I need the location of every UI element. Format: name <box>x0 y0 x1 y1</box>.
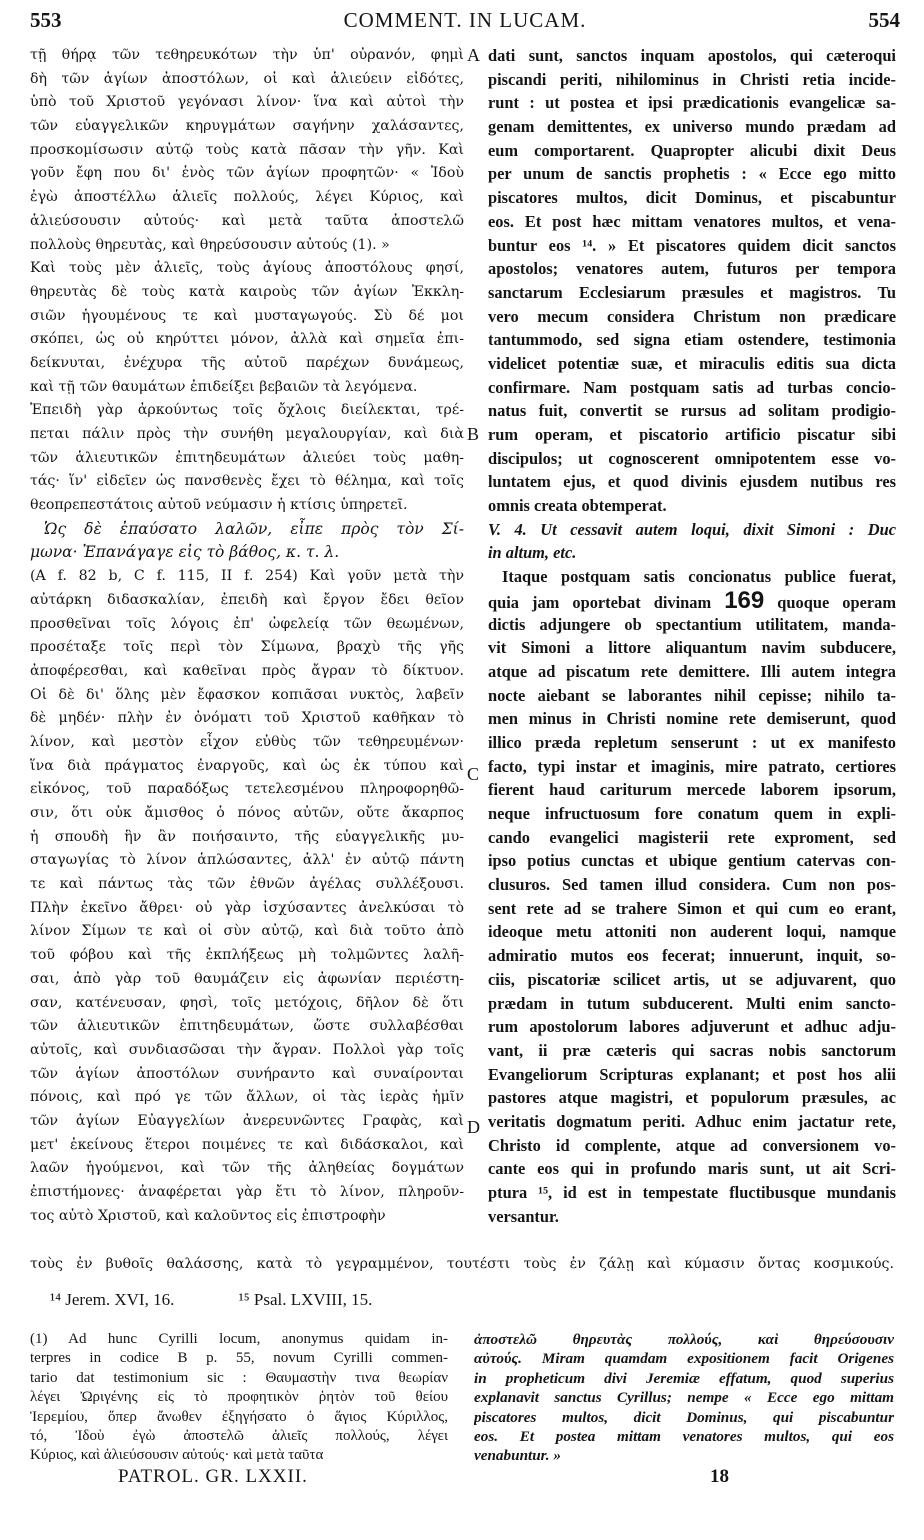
latin-text-line: vit Simoni a littore aliquantum navim subducere, <box>488 638 896 658</box>
greek-text-line: πόνοις, καὶ πρό γε τῶν ἄλλων, οἱ τὰς ἱερὰς ἡμῖν <box>30 1089 464 1106</box>
footnote-right-line: eos. Et postea mittam venatores multos, qui eos <box>474 1427 894 1445</box>
latin-column <box>488 44 896 1228</box>
footnote-right-line: in propheticum divi Jeremiæ effatum, quod superius <box>474 1369 894 1387</box>
greek-text-line: τῶν ἁλιευτικῶν ἐπιτηδευμάτων, ὥστε συλλαβέσθαι <box>30 1018 464 1035</box>
greek-text-line: τε καὶ πάντως τὰς τῶν ἐθνῶν ἀγέλας συλλέξουσι. <box>30 876 464 893</box>
margin-letter-a: A <box>467 45 480 65</box>
latin-text-line: luntatem ejus, et quod divinis ejusdem nutibus res <box>488 472 896 492</box>
latin-text-line: ptura ¹⁵, id est in tempestate fluctibusque mundanis <box>488 1183 896 1202</box>
latin-text-line: pastores atque magistri, et populorum præsules, ac <box>488 1088 896 1108</box>
latin-text-line: neque infructuosum fore conatum quem in expli- <box>488 804 896 823</box>
latin-text-fragment: quoque operam <box>777 592 896 612</box>
footnote-right-line: piscatores multos, dicit Dominus, qui piscabuntur <box>474 1408 894 1426</box>
latin-text-line: ideoque metu attoniti non auderent loqui, namque <box>488 922 896 942</box>
latin-text-line: per unum de sanctis prophetis : « Ecce ego mitto <box>488 164 896 184</box>
greek-text-line: εἰκόνος, τοῦ παραδόξως τετελεσμένου πληροφορηθῶ- <box>30 781 464 798</box>
latin-text-line: sanctarum Ecclesiarum præsules et magistros. Tu <box>488 282 896 302</box>
greek-text-line: λίνον Σίμων τε καὶ οἱ σὺν αὐτῷ, καὶ διὰ τοῦτο ἀπὸ <box>30 923 464 940</box>
footnote-left-line: terpres in codice B p. 55, novum Cyrilli commen- <box>30 1350 448 1367</box>
greek-text-line: προσέταξε τοῖς περὶ τὸν Σίμωνα, βραχὺ τῆς γῆς <box>30 639 464 656</box>
margin-letter-c: C <box>467 764 480 784</box>
greek-text-line: δὲ μηδέν· πλὴν ἐν ὀνόματι τοῦ Χριστοῦ καθῆκαν τὸ <box>30 710 464 727</box>
footnote-right-line: venabuntur. » <box>474 1447 561 1465</box>
scripture-references <box>50 1290 870 1310</box>
greek-column <box>30 44 464 1228</box>
latin-text-line: sent rete ad se trahere Simon et qui cum eo erant, <box>488 898 896 918</box>
greek-text-line: τῇ θήρᾳ τῶν τεθηρευκότων τὴν ὑπ' οὐρανόν, φημὶ <box>30 47 464 63</box>
latin-text-line: fierent haud cariturum mercede laborem ipsorum, <box>488 780 896 800</box>
greek-text-line: Ὡς δὲ ἐπαύσατο λαλῶν, εἶπε πρὸς τὸν Σί- <box>44 519 464 538</box>
latin-text-line: cando evangelici magisterii rete exproment, sed <box>488 827 896 847</box>
column-number-marker: 169 <box>724 588 765 613</box>
latin-text-line <box>488 589 896 613</box>
greek-text-line: λαῶν ἡγούμενοι, καὶ τῶν τῆς ἀληθείας δογμάτων <box>30 1160 464 1177</box>
latin-text-line: Itaque postquam satis concionatus publice fuerat, <box>502 567 896 587</box>
greek-text-line: Οἱ δὲ δι' ὅλης μὲν ἔφασκον κοπιᾶσαι νυκτὸς, λαβεῖν <box>30 686 464 703</box>
latin-text-line: atque ad piscatum rete demittere. Illi autem integra <box>488 661 896 681</box>
latin-text-line: Christo id complente, atque ad conversionem vo- <box>488 1135 896 1155</box>
latin-text-line: Evangeliorum Scripturas explanant; et post hos alii <box>488 1064 896 1084</box>
latin-text-line: admiratio mutos eos fecerat; innuerunt, inquit, so- <box>488 946 896 966</box>
margin-letter-b: B <box>467 424 480 444</box>
latin-text-line: men minus in Christi nomine rete demiserunt, quod <box>488 709 896 729</box>
greek-text-line: προσθεῖναι τοῖς λόγοις ἐπ' ὠφελείᾳ τῶν θεωμένων, <box>30 615 464 632</box>
latin-text-line: dictis adjungere ob spectantium utilitatem, manda- <box>488 614 896 634</box>
latin-text-line: eum comportarent. Quapropter alicubi dixit Deus <box>488 140 896 160</box>
footnote-left-line: tario dat testimonium sic : Θαυμαστὴν τινα θεωρίαν <box>30 1369 448 1386</box>
greek-text-line: τῶν εὐαγγελικῶν κηρυγμάτων σαγήνην χαλάσαντες, <box>30 118 464 135</box>
reference-jeremiah: ¹⁴ Jerem. XVI, 16. <box>50 1290 175 1309</box>
greek-text-line: τοῦ φόβου καὶ τῆς ἐκπλήξεως μὴ τολμῶντες λαλῆ- <box>30 947 464 964</box>
greek-text-line: προσκομίσωσιν αὐτῷ τοὺς κατὰ πᾶσαν τὴν γῆν. Καὶ <box>30 141 464 158</box>
latin-text-line: ipso potius cunctas et ubique gentium catervas con- <box>488 851 896 871</box>
latin-text-line: rum apostolorum labores adjuverunt et adhuc adju- <box>488 1017 896 1037</box>
footer-signature-number: 18 <box>710 1466 729 1487</box>
latin-text-line: V. 4. Ut cessavit autem loqui, dixit Simoni : Duc <box>488 519 896 539</box>
latin-text-line: dati sunt, sanctos inquam apostolos, qui cæteroqui <box>488 46 896 65</box>
greek-text-line: ἵνα διὰ πράγματος ἐναργοῦς, καὶ ὡς ἐκ τύπου καὶ <box>30 757 464 774</box>
footnote-left-line: (1) Ad hunc Cyrilli locum, anonymus quidam in- <box>30 1331 448 1347</box>
greek-text-line: Πλὴν ἐκεῖνο ἄθρει· οὐ γὰρ ἰσχύσαντες ἀνελκύσαι τὸ <box>30 899 464 916</box>
greek-text-line: σαι, ἀπὸ γὰρ τοῦ θαυμάζειν εἰς ἀφωνίαν περιέστη- <box>30 970 464 987</box>
latin-text-line: buntur eos ¹⁴. » Et piscatores quidem dicit sanctos <box>488 235 896 255</box>
latin-text-line: illico præda repletum senserunt : ut ex manifesto <box>488 732 896 752</box>
latin-text-line: in altum, etc. <box>488 543 577 563</box>
latin-text-line: clusuros. Sed tamen illud considera. Cum non pos- <box>488 875 896 895</box>
latin-text-line: nocte aiebant se laborantes nihil cepisse; nihilo ta- <box>488 685 896 705</box>
greek-text-line: δὴ τῶν ἁγίων ἀποστόλων, οἱ καὶ ἁλιεύειν εἰδότες, <box>30 70 464 87</box>
greek-text-line: θηρευτὰς δὲ τοὺς κατὰ καιροὺς τῶν ἁγίων Ἐκκλη- <box>30 283 464 300</box>
greek-text-line: θεοπρεπεστάτοις αὐτοῦ νεύμασιν ἡ κτίσις ὑπηρετεῖ. <box>30 497 408 514</box>
greek-text-line: ἐγὼ ἀποστέλλω ἁλιεῖς πολλούς, λέγει Κύριος, καὶ <box>30 189 464 206</box>
running-title: COMMENT. IN LUCAM. <box>343 8 587 32</box>
footnote-right-line: αὐτούς. Miram quamdam expositionem facit Origenes <box>474 1350 894 1368</box>
latin-text-line: discipulos; ut cognoscerent omnipotentem esse vo- <box>488 448 896 468</box>
footnote-right-column <box>474 1330 894 1466</box>
latin-text-line: vero mecum considera Christum non prædicare <box>488 306 896 326</box>
greek-text-line: Καὶ τοὺς μὲν ἁλιεῖς, τοὺς ἁγίους ἀποστόλους φησί, <box>30 260 464 277</box>
footnote-left-line: Κύριος, καὶ ἁλιεύσουσιν αὐτούς· καὶ μετὰ ταῦτα <box>30 1447 324 1464</box>
greek-text-line: σταγωγίας τὸ λίνον ἁπλώσαντες, ἀλλ' ἐν αὐτῷ πάντη <box>30 852 464 869</box>
latin-text-line: runt : ut postea et ipsi prædicationis evangelicæ sa- <box>488 93 896 113</box>
greek-text-line: καὶ τῇ τῶν θαυμάτων ἐπιδείξει βεβαιῶν τὰ λεγόμενα. <box>30 378 418 395</box>
latin-text-line: tantummodo, sed signa etiam ostendere, testimonia <box>488 330 896 350</box>
greek-full-width-line: τοὺς ἐν βυθοῖς θαλάσσης, κατὰ τὸ γεγραμμένον, τουτέστι τοὺς ἐν ζάλῃ καὶ κύμασιν ὄντας κοσμικούς. <box>30 1256 894 1272</box>
greek-text-line: ἐπιστήμονες· ἀναφέρεται γὰρ ἔτι τὸ λίνον, πληροῦν- <box>30 1184 464 1200</box>
latin-text-line: videlicet potentiæ suæ, et miraculis editis sua dicta <box>488 353 896 373</box>
latin-text-line: cante eos qui in profundo maris sunt, ut ait Scri- <box>488 1159 896 1179</box>
footnote-left-column <box>30 1330 448 1466</box>
greek-text-line: Ἐπειδὴ γὰρ ἀρκούντως τοῖς ὄχλοις διείλεκται, τρέ- <box>30 402 464 419</box>
footnote-left-line: τό, Ἰδοὺ ἐγὼ ἀποστελῶ ἁλιεῖς πολλούς, λέγει <box>30 1427 448 1444</box>
greek-text-line: αὐτάρκη διδασκαλίαν, ἐπειδὴ καὶ ἔργον ἔδει θεῖον <box>30 591 464 608</box>
greek-text-line: τῶν ἁλιευτικῶν ἐπιτηδευμάτων ἁλιεύει τοὺς μαθη- <box>30 449 464 466</box>
greek-text-line: σιῶν ἡγουμένους τε καὶ μυσταγωγούς. Σὺ δέ μοι <box>30 307 464 324</box>
latin-text-line: facto, typi instar et imaginis, mire patrato, certiores <box>488 756 896 776</box>
greek-text-line: σαν, κατένευσαν, φησὶ, τοῖς μετόχοις, δῆλον δὲ ὅτι <box>30 994 464 1011</box>
page-number-left: 553 <box>30 8 62 32</box>
greek-text-line: ὑπὸ τοῦ Χριστοῦ γεγόνασι λίνον· ἵνα καὶ αὐτοὶ τὴν <box>30 94 464 111</box>
footnote-left-line: Ἱερεμίου, ὅπερ ἄνωθεν ἐξηγήσατο ὁ ἅγιος Κύριλλος, <box>30 1408 448 1425</box>
greek-text-line: πεται πάλιν πρὸς τὴν συνήθη μεγαλουργίαν, καὶ διὰ <box>30 426 464 442</box>
greek-text-line: τῶν ἁγίων Εὐαγγελίων ἀνερευνῶντες Γραφὰς, καὶ <box>30 1112 464 1129</box>
latin-text-line: eos. Et post hæc mittam venatores multos, et vena- <box>488 211 896 231</box>
running-header <box>30 8 900 38</box>
page-number-right: 554 <box>868 8 900 32</box>
greek-text-line: ἀποφέρεσθαι, καὶ καθεῖναι πρὸς ἄγραν τὸ δίκτυον. <box>30 662 464 679</box>
greek-text-line: μετ' ἐκείνους ἕτεροι ποιμένες τε καὶ διδάσκαλοι, καὶ <box>30 1136 464 1153</box>
greek-text-line: αὐτοῖς, καὶ συνδιασῶσαι τὴν ἄγραν. Πολλοὶ γὰρ τοῖς <box>30 1041 464 1058</box>
footer-series: PATROL. GR. LXXII. <box>118 1466 308 1487</box>
greek-text-line: ἡ σπουδὴ ἣν ἂν ποιήσαιντο, τῆς εὐαγγελικῆς μυ- <box>30 828 464 845</box>
latin-text-line: veritatis dogmatum periti. Adhuc enim jactatur rete, <box>488 1111 896 1131</box>
footnote-right-line: explanavit sanctus Cyrillus; nempe « Ecce ego mittam <box>474 1389 894 1407</box>
latin-text-line: vant, ii præ cæteris qui sacras nobis sanctorum <box>488 1040 896 1060</box>
greek-text-line: τῶν ἁγίων ἀποστόλων συνήραντο καὶ συναίρονται <box>30 1065 464 1082</box>
latin-text-line: ciis, piscatoriæ scilicet artis, ut se adjuvarent, quo <box>488 969 896 989</box>
greek-text-line: τος αὐτὸ Χριστοῦ, καὶ καλοῦντος εἰς ἐπιστροφὴν <box>30 1207 386 1224</box>
footnote-left-line: λέγει Ὠριγένης εἰς τὸ προφητικὸν ῥητὸν τοῦ θείου <box>30 1389 448 1406</box>
latin-text-line: piscatores multos, dicit Dominus, et piscabuntur <box>488 188 896 208</box>
greek-text-line: ἁλιεύσουσιν αὐτούς· καὶ μετὰ ταῦτα ἀποστελῶ <box>30 212 464 229</box>
greek-text-line: μωνα· Ἐπανάγαγε εἰς τὸ βάθος, κ. τ. λ. <box>30 543 340 562</box>
latin-text-line: genam demittentes, ex universo mundo prædam ad <box>488 117 896 137</box>
greek-text-line: γοῦν ἔφη που δι' ἑνὸς τῶν ἁγίων προφητῶν· « Ἰδοὺ <box>30 165 464 182</box>
greek-text-line: σιν, ὅτι οὐκ ἄμισθος ὁ πόνος αὐτῶν, οὔτε ἄκαρπος <box>30 805 464 821</box>
latin-text-line: confirmare. Nam postquam satis ad turbas concio- <box>488 377 896 397</box>
latin-text-line: omnis creata obtemperat. <box>488 496 667 516</box>
greek-text-line: λίνον, καὶ μεστὸν εἶχον εὐθὺς τῶν τεθηρευμένων· <box>30 733 464 750</box>
latin-text-line: rum operam, et piscatorio artificio piscatur sibi <box>488 425 896 444</box>
greek-text-line: τάς· ἵν' εἰδεῖεν ὡς πανσθενὲς ἔχει τὸ θέλημα, καὶ τοῖς <box>30 473 464 490</box>
latin-text-line: apostolos; venatores autem, futuros per tempora <box>488 259 896 279</box>
latin-text-line: prædam in tutum subducerent. Multi enim sancto- <box>488 993 896 1013</box>
latin-text-line: piscandi periti, nihilominus in Christi retia incide- <box>488 69 896 89</box>
footnote-right-line: ἀποστελῶ θηρευτὰς πολλούς, καὶ θηρεύσουσιν <box>474 1331 894 1348</box>
greek-text-line: πολλοὺς θηρευτὰς, καὶ θηρεύσουσιν αὐτούς (1). » <box>30 236 390 253</box>
margin-letter-d: D <box>467 1117 480 1137</box>
greek-text-line: δείκνυται, ἐνέχυρα τῆς αὐτοῦ παρέχων δυνάμεως, <box>30 354 464 371</box>
latin-text-line: versantur. <box>488 1206 559 1226</box>
latin-text-line: natus fuit, convertit se rursus ad solitam prodigio- <box>488 401 896 421</box>
greek-text-line: σκόπει, ὡς οὐ κηρύττει μόνον, ἀλλὰ καὶ σημεῖα ἐπι- <box>30 331 464 348</box>
reference-psalm: ¹⁵ Psal. LXVIII, 15. <box>238 1290 373 1309</box>
latin-text-fragment: quia jam oportebat divinam <box>488 592 712 612</box>
greek-text-line: (A f. 82 b, C f. 115, II f. 254) Καὶ γοῦν μετὰ τὴν <box>30 568 464 585</box>
